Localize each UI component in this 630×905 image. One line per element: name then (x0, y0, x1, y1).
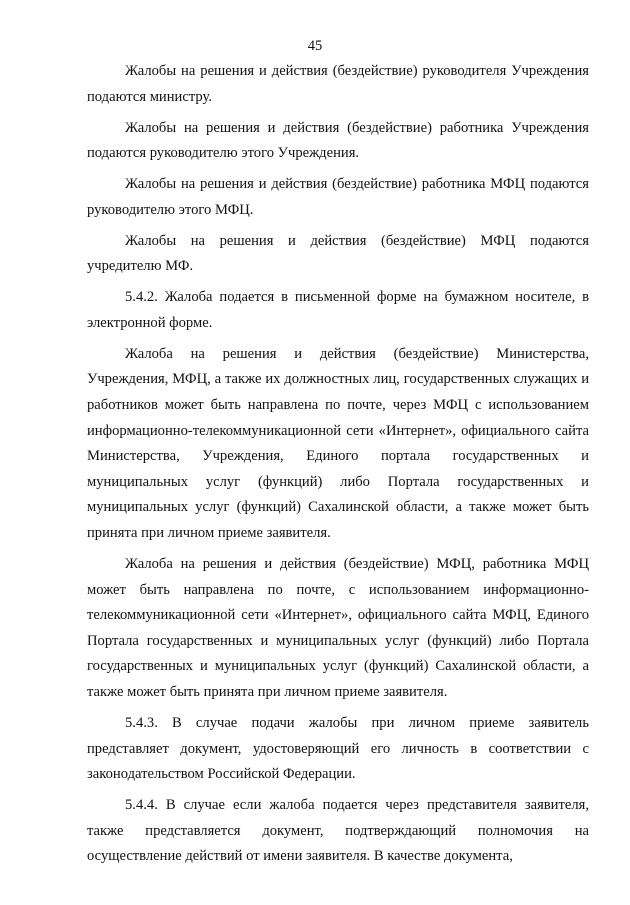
paragraph-complaint-channels-ministry: Жалоба на решения и действия (бездействие) Министерства, Учреждения, МФЦ, а также их должностных лиц, государственных служащих и работников может быть направлена по почте, через МФЦ с использованием информационно-телекоммуникационной сети «Интернет», официального сайта Министерства, Учреждения, Единого портала государственных и муниципальных услуг (функций) либо Портала государственных и муниципальных услуг (функций) Сахалинской области, а также может быть принята при личном приеме заявителя. (87, 345, 589, 542)
paragraph-complaint-worker-institution: Жалобы на решения и действия (бездействие) работника Учреждения подаются руководителю этого Учреждения. (87, 119, 589, 162)
paragraph-5-4-4: 5.4.4. В случае если жалоба подается через представителя заявителя, также представляется документ, подтверждающий полномочия на осуществление действий от имени заявителя. В качестве документа, (87, 797, 589, 865)
paragraph-complaint-head-institution: Жалобы на решения и действия (бездействие) руководителя Учреждения подаются министру. (87, 63, 589, 105)
document-body (87, 59, 589, 875)
paragraph-complaint-mfc: Жалобы на решения и действия (бездействие) МФЦ подаются учредителю МФ. (87, 232, 589, 275)
paragraph-complaint-worker-mfc: Жалобы на решения и действия (бездействие) работника МФЦ подаются руководителю этого МФЦ. (87, 176, 589, 218)
paragraph-complaint-channels-mfc: Жалоба на решения и действия (бездействие) МФЦ, работника МФЦ может быть направлена по почте, с использованием информационно-телекоммуникационной сети «Интернет», официального сайта МФЦ, Единого Портала государственных и муниципальных услуг (функций) либо Портала государственных и муниципальных услуг (функций) Сахалинской области, а также может быть принята при личном приеме заявителя. (87, 556, 589, 700)
paragraph-5-4-2: 5.4.2. Жалоба подается в письменной форме на бумажном носителе, в электронной форме. (87, 289, 589, 331)
paragraph-5-4-3: 5.4.3. В случае подачи жалобы при личном приеме заявитель представляет документ, удостоверяющий его личность в соответствии с законодательством Российской Федерации. (87, 714, 589, 783)
page-number: 45 (307, 38, 323, 54)
